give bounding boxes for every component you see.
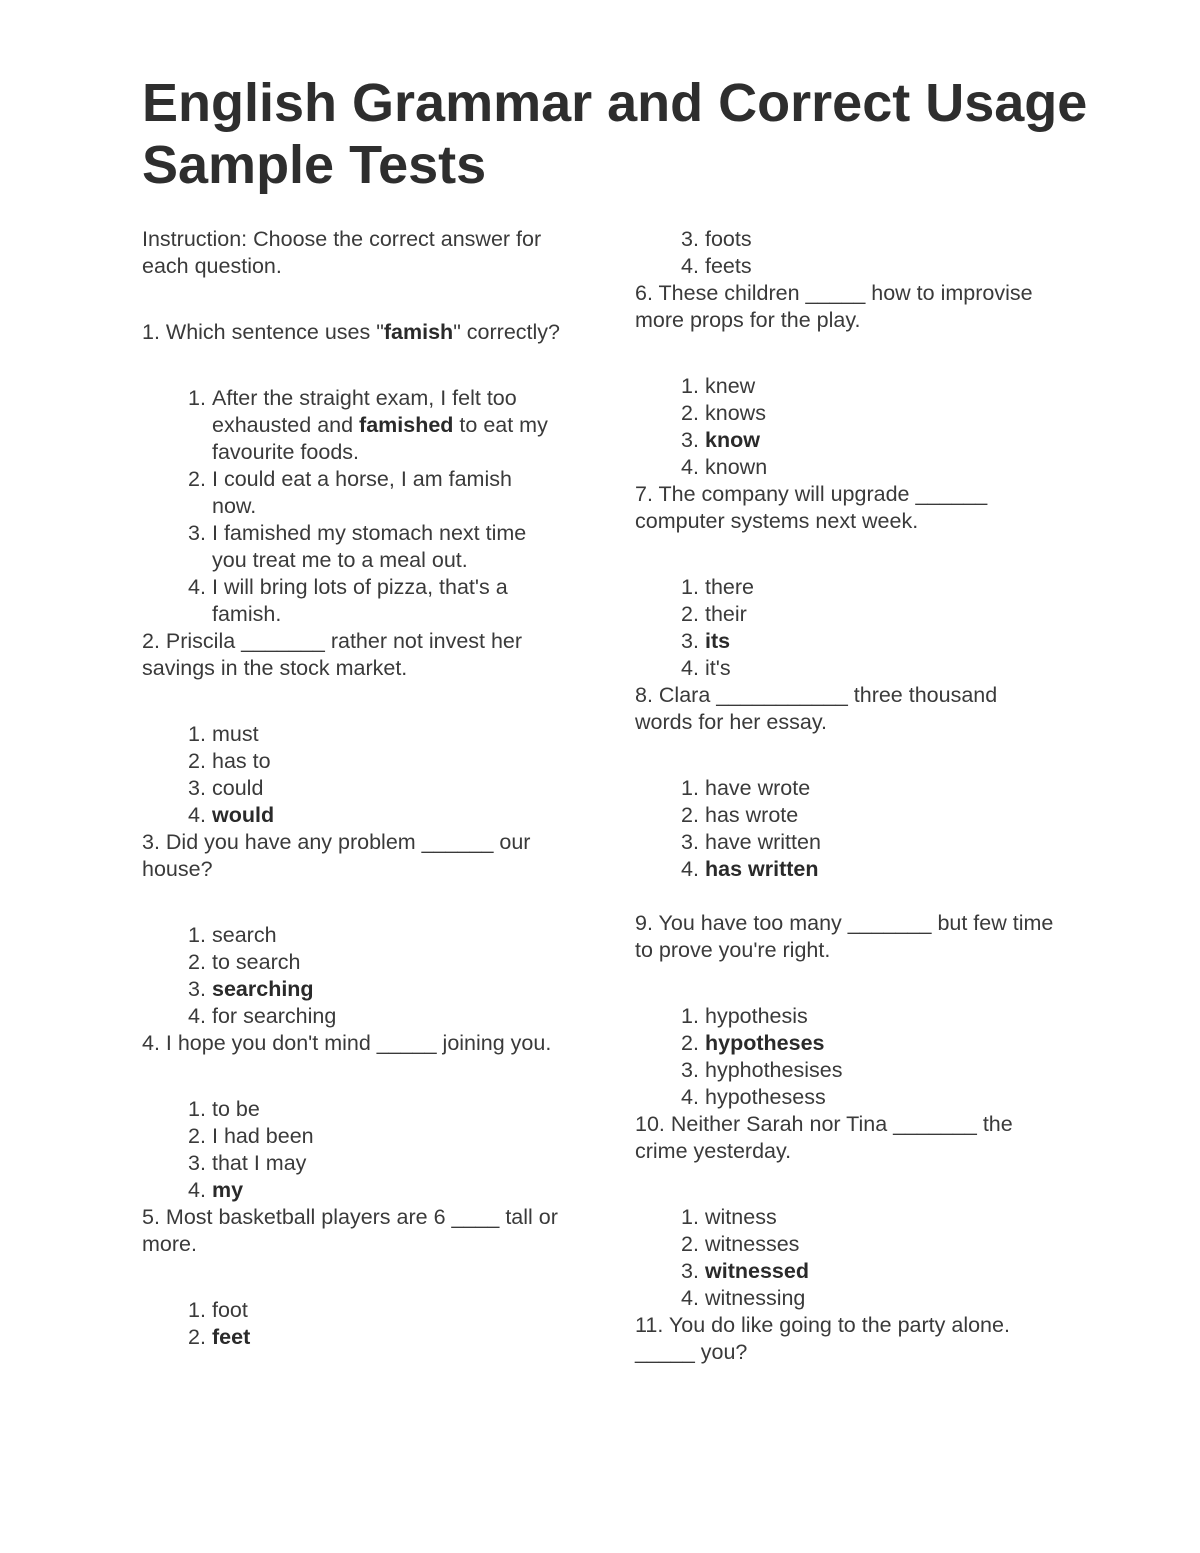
option-item: 3. foots: [681, 227, 752, 251]
option-item: 4. hypothesess: [681, 1085, 826, 1109]
question-7-options: [635, 574, 1055, 682]
option-item: 1. foot: [188, 1298, 248, 1322]
option-item: 4. it's: [681, 656, 731, 680]
option-item: 1. to be: [188, 1097, 260, 1121]
option-item: 3. know: [681, 428, 760, 452]
option-item: 1. knew: [681, 374, 756, 398]
question-2: 2. Priscila _______ rather not invest her savings in the stock market.: [142, 629, 523, 680]
instruction-text: Instruction: Choose the correct answer for each question.: [142, 227, 542, 278]
question-8: 8. Clara ___________ three thousand words for her essay.: [635, 683, 998, 734]
option-item: 3. searching: [188, 977, 314, 1001]
option-item: 2. I had been: [188, 1124, 314, 1148]
option-item: 2. witnesses: [681, 1232, 800, 1256]
question-6-options: [635, 373, 1055, 481]
option-item: 2. has wrote: [681, 803, 799, 827]
question-7: 7. The company will upgrade ______ computer systems next week.: [635, 482, 988, 533]
question-10: 10. Neither Sarah nor Tina _______ the crime yesterday.: [635, 1112, 1013, 1163]
question-4: 4. I hope you don't mind _____ joining you.: [142, 1031, 552, 1055]
option-item: 4. feets: [681, 254, 752, 278]
option-item: 2. their: [681, 602, 747, 626]
option-item: 2. knows: [681, 401, 766, 425]
question-6: 6. These children _____ how to improvise more props for the play.: [635, 281, 1033, 332]
question-5-options: [142, 1297, 562, 1351]
option-item: 4. known: [681, 455, 768, 479]
option-item: 4. witnessing: [681, 1286, 806, 1310]
option-item: 2. feet: [188, 1325, 251, 1349]
option-item: 3. hyphothesises: [681, 1058, 843, 1082]
option-item: 3. witnessed: [681, 1259, 809, 1283]
question-8-options: [635, 775, 1055, 883]
option-item: 2. hypotheses: [681, 1031, 825, 1055]
question-9: 9. You have too many _______ but few time to prove you're right.: [635, 911, 1054, 962]
question-1-options: [142, 385, 562, 628]
option-item: 3. its: [681, 629, 731, 653]
option-item: 2. has to: [188, 749, 271, 773]
left-column: [142, 226, 562, 1351]
option-item: 3. could: [188, 776, 264, 800]
option-item: 1. there: [681, 575, 755, 599]
question-5-options-continued: [635, 226, 1055, 280]
option-item: 2. I could eat a horse, I am famish now.: [188, 467, 512, 518]
right-column: [635, 226, 1055, 1366]
question-11: 11. You do like going to the party alone. _____ you?: [635, 1313, 1010, 1364]
question-9-options: [635, 1003, 1055, 1111]
option-item: 2. to search: [188, 950, 301, 974]
question-10-options: [635, 1204, 1055, 1312]
option-item: 3. have written: [681, 830, 821, 854]
option-item: 1. have wrote: [681, 776, 811, 800]
option-item: 4. my: [188, 1178, 244, 1202]
option-item: 1. witness: [681, 1205, 777, 1229]
option-item: 1. search: [188, 923, 277, 947]
option-item: 4. has written: [681, 857, 819, 881]
option-item: 1. hypothesis: [681, 1004, 808, 1028]
option-item: 1. must: [188, 722, 259, 746]
question-3: 3. Did you have any problem ______ our house?: [142, 830, 531, 881]
option-item: 4. would: [188, 803, 275, 827]
option-item: 4. for searching: [188, 1004, 337, 1028]
question-2-options: [142, 721, 562, 829]
option-item: 1. After the straight exam, I felt too exhausted and famished to eat my favourite foods.: [188, 386, 548, 464]
page-title: English Grammar and Correct Usage Sample Tests: [142, 73, 1088, 195]
option-item: 4. I will bring lots of pizza, that's a famish.: [188, 575, 508, 626]
option-item: 3. that I may: [188, 1151, 307, 1175]
question-4-options: [142, 1096, 562, 1204]
question-5: 5. Most basketball players are 6 ____ tall or more.: [142, 1205, 558, 1256]
question-1: 1. Which sentence uses "famish" correctly?: [142, 320, 560, 344]
option-item: 3. I famished my stomach next time you treat me to a meal out.: [188, 521, 527, 572]
question-3-options: [142, 922, 562, 1030]
